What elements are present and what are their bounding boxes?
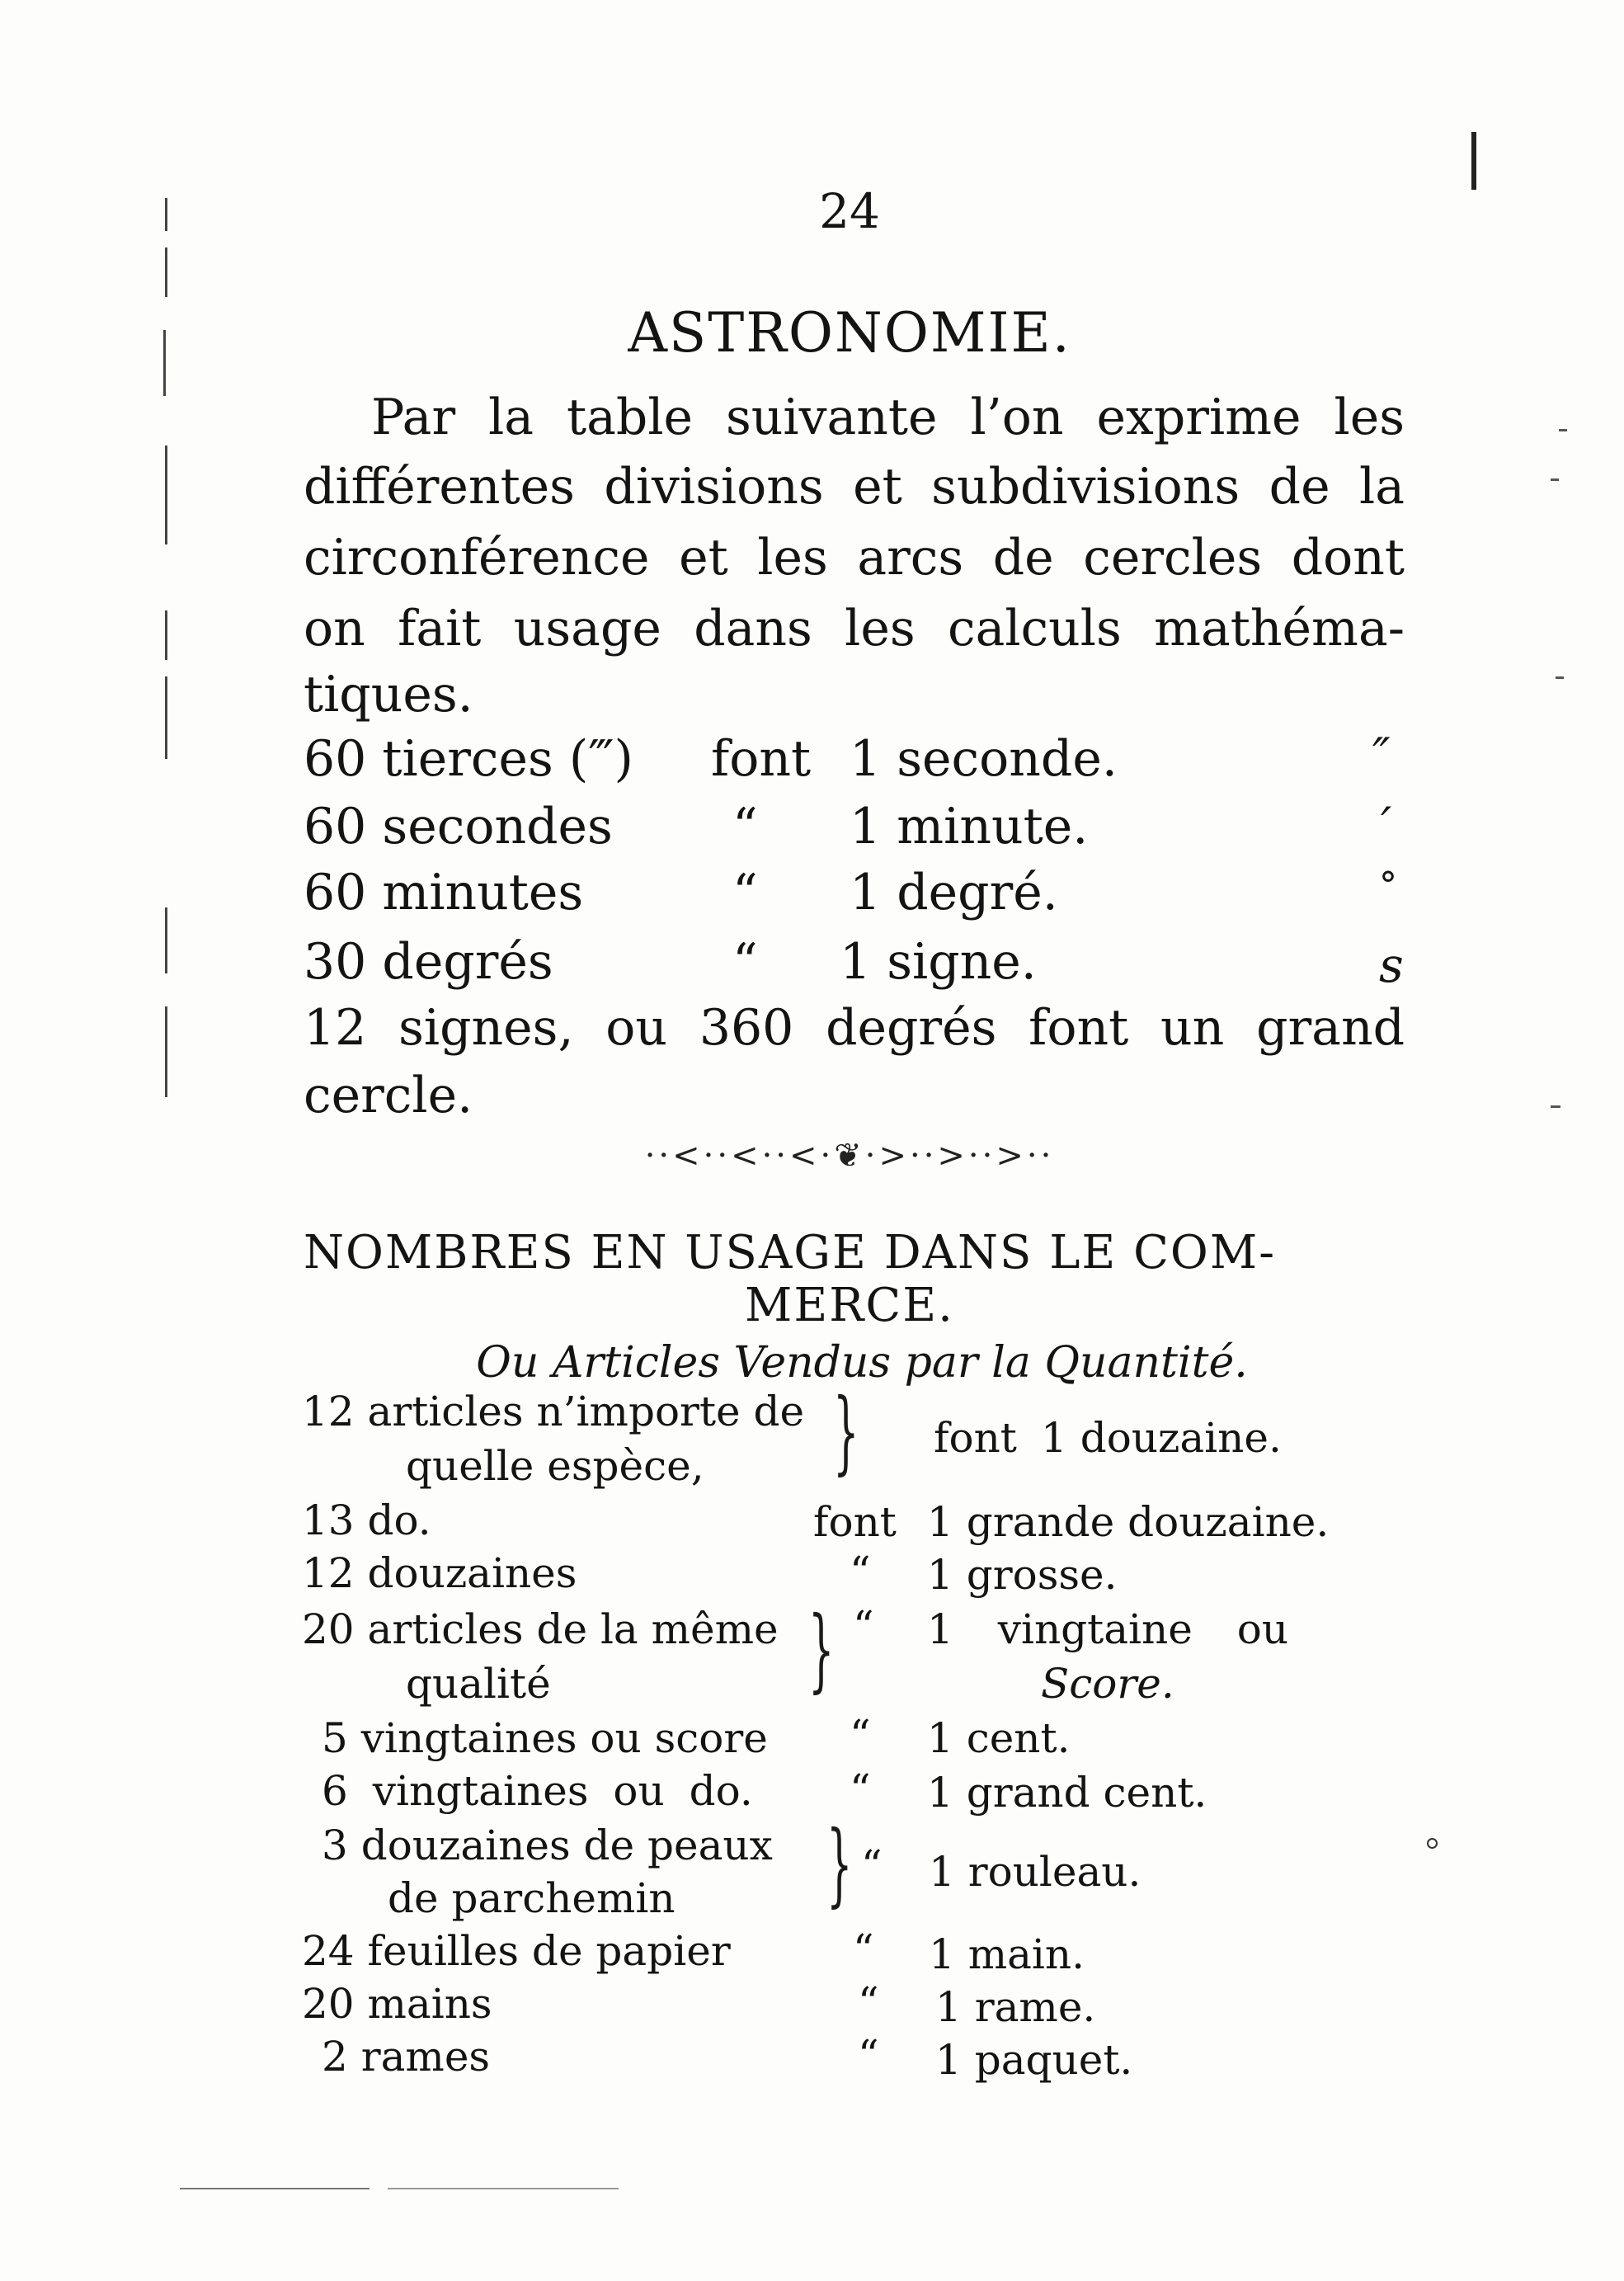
paragraph-line: tiques. bbox=[304, 666, 473, 723]
row-quantity: 60 secondes bbox=[304, 798, 613, 855]
paragraph-line: 12 signes, ou 360 degrés font un grand bbox=[304, 999, 1405, 1057]
row-connector: “ bbox=[853, 1602, 874, 1650]
margin-mark bbox=[388, 2188, 619, 2189]
row-quantity: 12 douzaines bbox=[302, 1549, 577, 1597]
commerce-title: NOMBRES EN USAGE DANS LE COM- bbox=[304, 1226, 1277, 1280]
margin-mark bbox=[165, 907, 167, 973]
row-connector: “ bbox=[732, 864, 758, 921]
margin-mark bbox=[165, 676, 167, 759]
row-connector: “ bbox=[853, 1925, 874, 1973]
margin-mark bbox=[165, 198, 167, 231]
paragraph-line: Par la table suivante l’on exprime les bbox=[371, 389, 1405, 446]
row-quantity: 20 articles de la même bbox=[302, 1605, 779, 1653]
row-result: 1 seconde. bbox=[850, 730, 1118, 788]
margin-mark bbox=[1427, 1838, 1438, 1849]
margin-mark bbox=[1551, 478, 1559, 481]
row-result: 1 douzaine. bbox=[1041, 1414, 1282, 1462]
row-result: 1 grande douzaine. bbox=[927, 1498, 1330, 1546]
row-quantity: 24 feuilles de papier bbox=[302, 1927, 731, 1975]
row-connector: font bbox=[813, 1498, 897, 1546]
margin-mark bbox=[1471, 132, 1476, 190]
row-result: 1 rame. bbox=[935, 1983, 1096, 2031]
row-quantity: 60 minutes bbox=[304, 864, 584, 921]
row-symbol: ′ bbox=[1381, 797, 1392, 853]
margin-mark bbox=[1556, 676, 1564, 679]
row-quantity: 20 mains bbox=[302, 1980, 492, 2028]
row-quantity: 3 douzaines de peaux bbox=[322, 1822, 773, 1869]
row-symbol: s bbox=[1379, 937, 1404, 993]
row-quantity: 2 rames bbox=[322, 2033, 491, 2081]
commerce-subtitle: Ou Articles Vendus par la Quantité. bbox=[476, 1338, 1248, 1388]
row-quantity-continued: quelle espèce, bbox=[406, 1442, 704, 1490]
row-connector: “ bbox=[850, 1711, 871, 1759]
page-number: 24 bbox=[819, 183, 880, 239]
row-result: 1 minute. bbox=[850, 798, 1089, 855]
row-result-continued: Score. bbox=[1041, 1660, 1174, 1708]
row-quantity: 12 articles n’importe de bbox=[302, 1388, 805, 1435]
ornament-divider: ··<··<··<·❦·>··>··>·· bbox=[644, 1137, 1055, 1175]
brace-icon: } bbox=[826, 1811, 853, 1916]
row-connector: “ bbox=[861, 1841, 883, 1889]
row-result: 1 signe. bbox=[840, 933, 1037, 991]
row-result: 1 degré. bbox=[850, 864, 1058, 921]
row-connector: font bbox=[711, 730, 812, 788]
paragraph-line: circonférence et les arcs de cercles dont bbox=[304, 529, 1405, 587]
margin-mark bbox=[180, 2188, 370, 2189]
brace-icon: } bbox=[833, 1378, 859, 1484]
row-quantity: 6 vingtaines ou do. bbox=[322, 1767, 753, 1815]
margin-mark bbox=[165, 610, 167, 660]
paragraph-line: différentes divisions et subdivisions de la bbox=[304, 458, 1405, 516]
commerce-title-continued: MERCE. bbox=[745, 1279, 954, 1332]
row-connector: “ bbox=[858, 1978, 879, 2026]
margin-mark bbox=[165, 247, 167, 297]
margin-mark bbox=[163, 330, 166, 396]
row-result: 1 cent. bbox=[927, 1714, 1071, 1762]
row-quantity-continued: qualité bbox=[406, 1660, 551, 1708]
paragraph-line: on fait usage dans les calculs mathéma- bbox=[304, 600, 1405, 657]
row-quantity: 60 tierces (‴) bbox=[304, 730, 633, 788]
row-result: 1 grosse. bbox=[927, 1551, 1118, 1599]
margin-mark bbox=[1551, 1105, 1560, 1108]
row-connector: “ bbox=[850, 1548, 871, 1595]
row-quantity-continued: de parchemin bbox=[388, 1874, 675, 1922]
paragraph-line: cercle. bbox=[304, 1067, 473, 1124]
row-result: 1 rouleau. bbox=[929, 1848, 1142, 1896]
row-result: 1 vingtaine ou bbox=[927, 1605, 1289, 1653]
row-connector: “ bbox=[732, 798, 758, 855]
brace-icon: } bbox=[808, 1596, 835, 1702]
margin-mark bbox=[1559, 429, 1567, 431]
margin-mark bbox=[165, 1006, 167, 1097]
row-connector: “ bbox=[732, 933, 758, 991]
row-quantity: 30 degrés bbox=[304, 933, 553, 991]
row-quantity: 5 vingtaines ou score bbox=[322, 1714, 768, 1762]
row-connector: “ bbox=[850, 1765, 871, 1813]
row-result: 1 paquet. bbox=[935, 2036, 1133, 2084]
row-result: 1 main. bbox=[929, 1930, 1085, 1978]
row-connector: “ bbox=[858, 2031, 879, 2079]
row-symbol: ° bbox=[1379, 865, 1397, 907]
row-result: 1 grand cent. bbox=[927, 1769, 1207, 1817]
row-symbol: ″ bbox=[1372, 728, 1391, 784]
margin-mark bbox=[165, 445, 167, 544]
row-quantity: 13 do. bbox=[302, 1496, 431, 1544]
astronomy-title: ASTRONOMIE. bbox=[628, 301, 1071, 365]
row-connector: font bbox=[934, 1414, 1017, 1462]
